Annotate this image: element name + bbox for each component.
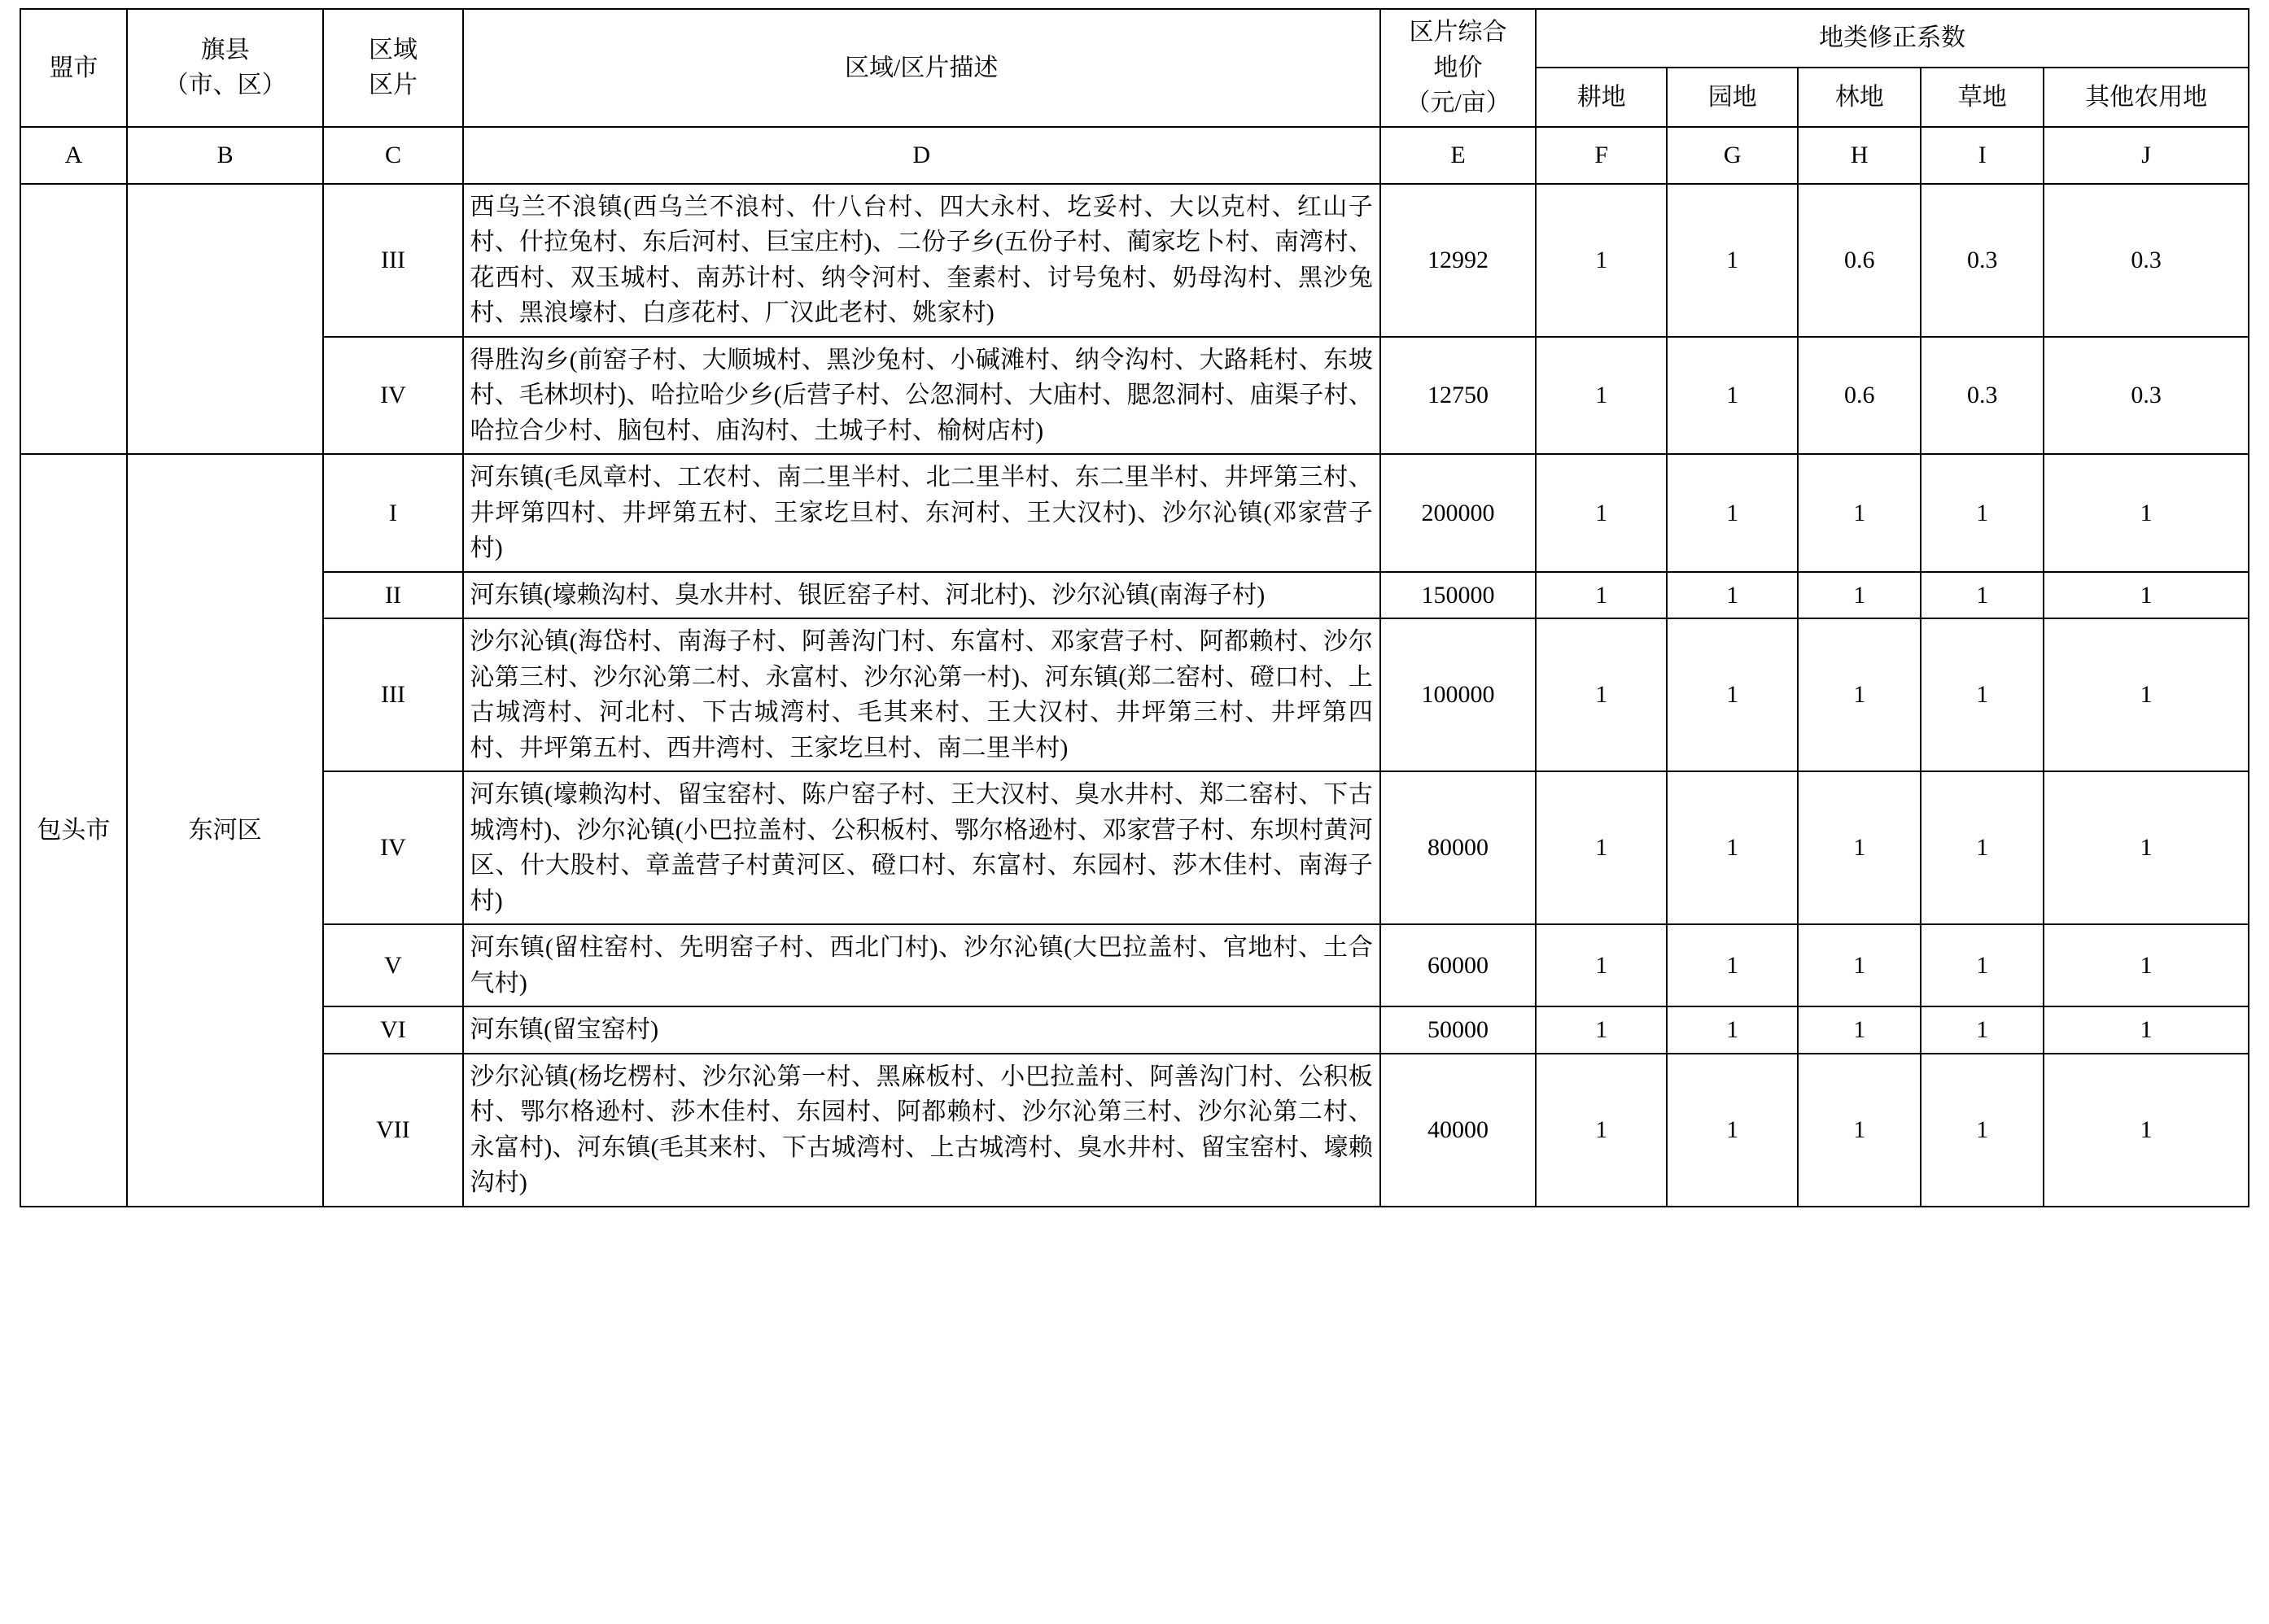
table-row [20, 337, 2249, 455]
cell-coef-forest: 1 [1798, 771, 1921, 924]
cell-price: 12992 [1380, 184, 1536, 337]
cell-coef-farmland: 1 [1536, 184, 1667, 337]
table-row [20, 771, 2249, 924]
letter-e: E [1380, 127, 1536, 184]
header-coef-garden: 园地 [1667, 68, 1798, 126]
cell-coef-garden: 1 [1667, 337, 1798, 455]
cell-zone: IV [323, 337, 462, 455]
cell-description: 得胜沟乡(前窑子村、大顺城村、黑沙兔村、小碱滩村、纳令沟村、大路耗村、东坡村、毛林坝村)、哈拉哈少乡(后营子村、公忽洞村、大庙村、腮忽洞村、庙渠子村、哈拉合少村、脑包村、庙沟村、土城子村、榆树店村) [463, 337, 1380, 455]
cell-coef-grass: 1 [1921, 618, 2044, 771]
header-col-c [323, 9, 462, 127]
header-coef-other: 其他农用地 [2044, 68, 2249, 126]
letter-f: F [1536, 127, 1667, 184]
cell-coef-farmland: 1 [1536, 1006, 1667, 1054]
table-row [20, 618, 2249, 771]
cell-coef-other: 1 [2044, 454, 2249, 572]
cell-zone: IV [323, 771, 462, 924]
cell-price: 100000 [1380, 618, 1536, 771]
table-row [20, 572, 2249, 619]
cell-coef-forest: 1 [1798, 618, 1921, 771]
cell-coef-other: 1 [2044, 771, 2249, 924]
cell-coef-farmland: 1 [1536, 454, 1667, 572]
cell-coef-farmland: 1 [1536, 1054, 1667, 1207]
cell-description: 河东镇(毛凤章村、工农村、南二里半村、北二里半村、东二里半村、井坪第三村、井坪第四村、井坪第五村、王家圪旦村、东河村、王大汉村)、沙尔沁镇(邓家营子村) [463, 454, 1380, 572]
cell-coef-other: 1 [2044, 618, 2249, 771]
letter-g: G [1667, 127, 1798, 184]
cell-coef-farmland: 1 [1536, 924, 1667, 1006]
cell-coef-grass: 1 [1921, 771, 2044, 924]
cell-coef-forest: 1 [1798, 454, 1921, 572]
cell-coef-grass: 0.3 [1921, 337, 2044, 455]
header-col-e-line3: （元/亩） [1406, 89, 1510, 116]
cell-coef-other: 1 [2044, 1006, 2249, 1054]
cell-coef-grass: 1 [1921, 1054, 2044, 1207]
table-header-row-1 [20, 9, 2249, 68]
cell-zone: III [323, 184, 462, 337]
header-coef-forest: 林地 [1798, 68, 1921, 126]
cell-coef-grass: 1 [1921, 924, 2044, 1006]
cell-coef-grass: 1 [1921, 454, 2044, 572]
cell-county-blank-top [127, 184, 324, 455]
table-letter-row [20, 127, 2249, 184]
cell-description: 河东镇(留宝窑村) [463, 1006, 1380, 1054]
cell-coef-grass: 1 [1921, 1006, 2044, 1054]
letter-j: J [2044, 127, 2249, 184]
cell-coef-garden: 1 [1667, 771, 1798, 924]
cell-coef-farmland: 1 [1536, 771, 1667, 924]
header-col-b [127, 9, 324, 127]
cell-coef-garden: 1 [1667, 618, 1798, 771]
header-col-a: 盟市 [20, 9, 127, 127]
cell-coef-other: 0.3 [2044, 337, 2249, 455]
cell-coef-forest: 0.6 [1798, 184, 1921, 337]
cell-coef-forest: 1 [1798, 572, 1921, 619]
cell-description: 河东镇(壕赖沟村、臭水井村、银匠窑子村、河北村)、沙尔沁镇(南海子村) [463, 572, 1380, 619]
header-col-e [1380, 9, 1536, 127]
cell-zone: VII [323, 1054, 462, 1207]
cell-description: 河东镇(壕赖沟村、留宝窑村、陈户窑子村、王大汉村、臭水井村、郑二窑村、下古城湾村)、沙尔沁镇(小巴拉盖村、公积板村、鄂尔格逊村、邓家营子村、东坝村黄河区、什大股村、章盖营子村黄河区、磴口村、东富村、东园村、莎木佳村、南海子村) [463, 771, 1380, 924]
table-row [20, 454, 2249, 572]
cell-city-baotou: 包头市 [20, 454, 127, 1207]
cell-description: 沙尔沁镇(海岱村、南海子村、阿善沟门村、东富村、邓家营子村、阿都赖村、沙尔沁第三村、沙尔沁第二村、永富村、沙尔沁第一村)、河东镇(郑二窑村、磴口村、上古城湾村、河北村、下古城湾村、毛其来村、王大汉村、井坪第三村、井坪第四村、井坪第五村、西井湾村、王家圪旦村、南二里半村) [463, 618, 1380, 771]
cell-price: 150000 [1380, 572, 1536, 619]
cell-zone: II [323, 572, 462, 619]
cell-coef-forest: 0.6 [1798, 337, 1921, 455]
letter-h: H [1798, 127, 1921, 184]
cell-coef-other: 1 [2044, 924, 2249, 1006]
letter-b: B [127, 127, 324, 184]
cell-description: 沙尔沁镇(杨圪楞村、沙尔沁第一村、黑麻板村、小巴拉盖村、阿善沟门村、公积板村、鄂尔格逊村、莎木佳村、东园村、阿都赖村、沙尔沁第三村、沙尔沁第二村、永富村)、河东镇(毛其来村、下古城湾村、上古城湾村、臭水井村、留宝窑村、壕赖沟村) [463, 1054, 1380, 1207]
cell-coef-garden: 1 [1667, 184, 1798, 337]
cell-coef-garden: 1 [1667, 924, 1798, 1006]
letter-a: A [20, 127, 127, 184]
letter-d: D [463, 127, 1380, 184]
cell-coef-forest: 1 [1798, 924, 1921, 1006]
cell-description: 河东镇(留柱窑村、先明窑子村、西北门村)、沙尔沁镇(大巴拉盖村、官地村、土合气村) [463, 924, 1380, 1006]
cell-coef-grass: 0.3 [1921, 184, 2044, 337]
land-price-table [20, 8, 2249, 1207]
cell-coef-other: 1 [2044, 572, 2249, 619]
cell-price: 12750 [1380, 337, 1536, 455]
header-col-c-line2: 区片 [368, 72, 418, 99]
cell-price: 80000 [1380, 771, 1536, 924]
table-row [20, 1006, 2249, 1054]
cell-city-blank-top [20, 184, 127, 455]
cell-price: 40000 [1380, 1054, 1536, 1207]
cell-price: 200000 [1380, 454, 1536, 572]
cell-description: 西乌兰不浪镇(西乌兰不浪村、什八台村、四大永村、圪妥村、大以克村、红山子村、什拉兔村、东后河村、巨宝庄村)、二份子乡(五份子村、蔺家圪卜村、南湾村、花西村、双玉城村、南苏计村、纳令河村、奎素村、讨号兔村、奶母沟村、黑沙兔村、黑浪壕村、白彦花村、厂汉此老村、姚家村) [463, 184, 1380, 337]
cell-coef-other: 0.3 [2044, 184, 2249, 337]
header-col-e-line1: 区片综合 [1409, 19, 1507, 46]
header-col-b-line2: （市、区） [164, 72, 286, 99]
header-col-b-line1: 旗县 [200, 36, 250, 63]
table-row [20, 184, 2249, 337]
cell-zone: V [323, 924, 462, 1006]
cell-coef-garden: 1 [1667, 572, 1798, 619]
cell-price: 60000 [1380, 924, 1536, 1006]
cell-coef-other: 1 [2044, 1054, 2249, 1207]
cell-county-donghe: 东河区 [127, 454, 324, 1207]
header-col-d: 区域/区片描述 [463, 9, 1380, 127]
header-col-c-line1: 区域 [368, 36, 418, 63]
cell-coef-forest: 1 [1798, 1006, 1921, 1054]
cell-coef-garden: 1 [1667, 1054, 1798, 1207]
cell-zone: III [323, 618, 462, 771]
table-row [20, 924, 2249, 1006]
header-coef-farmland: 耕地 [1536, 68, 1667, 126]
header-col-e-line2: 地价 [1433, 54, 1483, 81]
cell-coef-farmland: 1 [1536, 572, 1667, 619]
cell-coef-forest: 1 [1798, 1054, 1921, 1207]
letter-c: C [323, 127, 462, 184]
cell-zone: I [323, 454, 462, 572]
letter-i: I [1921, 127, 2044, 184]
header-coefficient-group: 地类修正系数 [1536, 9, 2249, 68]
header-coef-grass: 草地 [1921, 68, 2044, 126]
cell-coef-garden: 1 [1667, 1006, 1798, 1054]
cell-zone: VI [323, 1006, 462, 1054]
cell-coef-garden: 1 [1667, 454, 1798, 572]
cell-coef-grass: 1 [1921, 572, 2044, 619]
table-row [20, 1054, 2249, 1207]
cell-coef-farmland: 1 [1536, 618, 1667, 771]
cell-price: 50000 [1380, 1006, 1536, 1054]
cell-coef-farmland: 1 [1536, 337, 1667, 455]
